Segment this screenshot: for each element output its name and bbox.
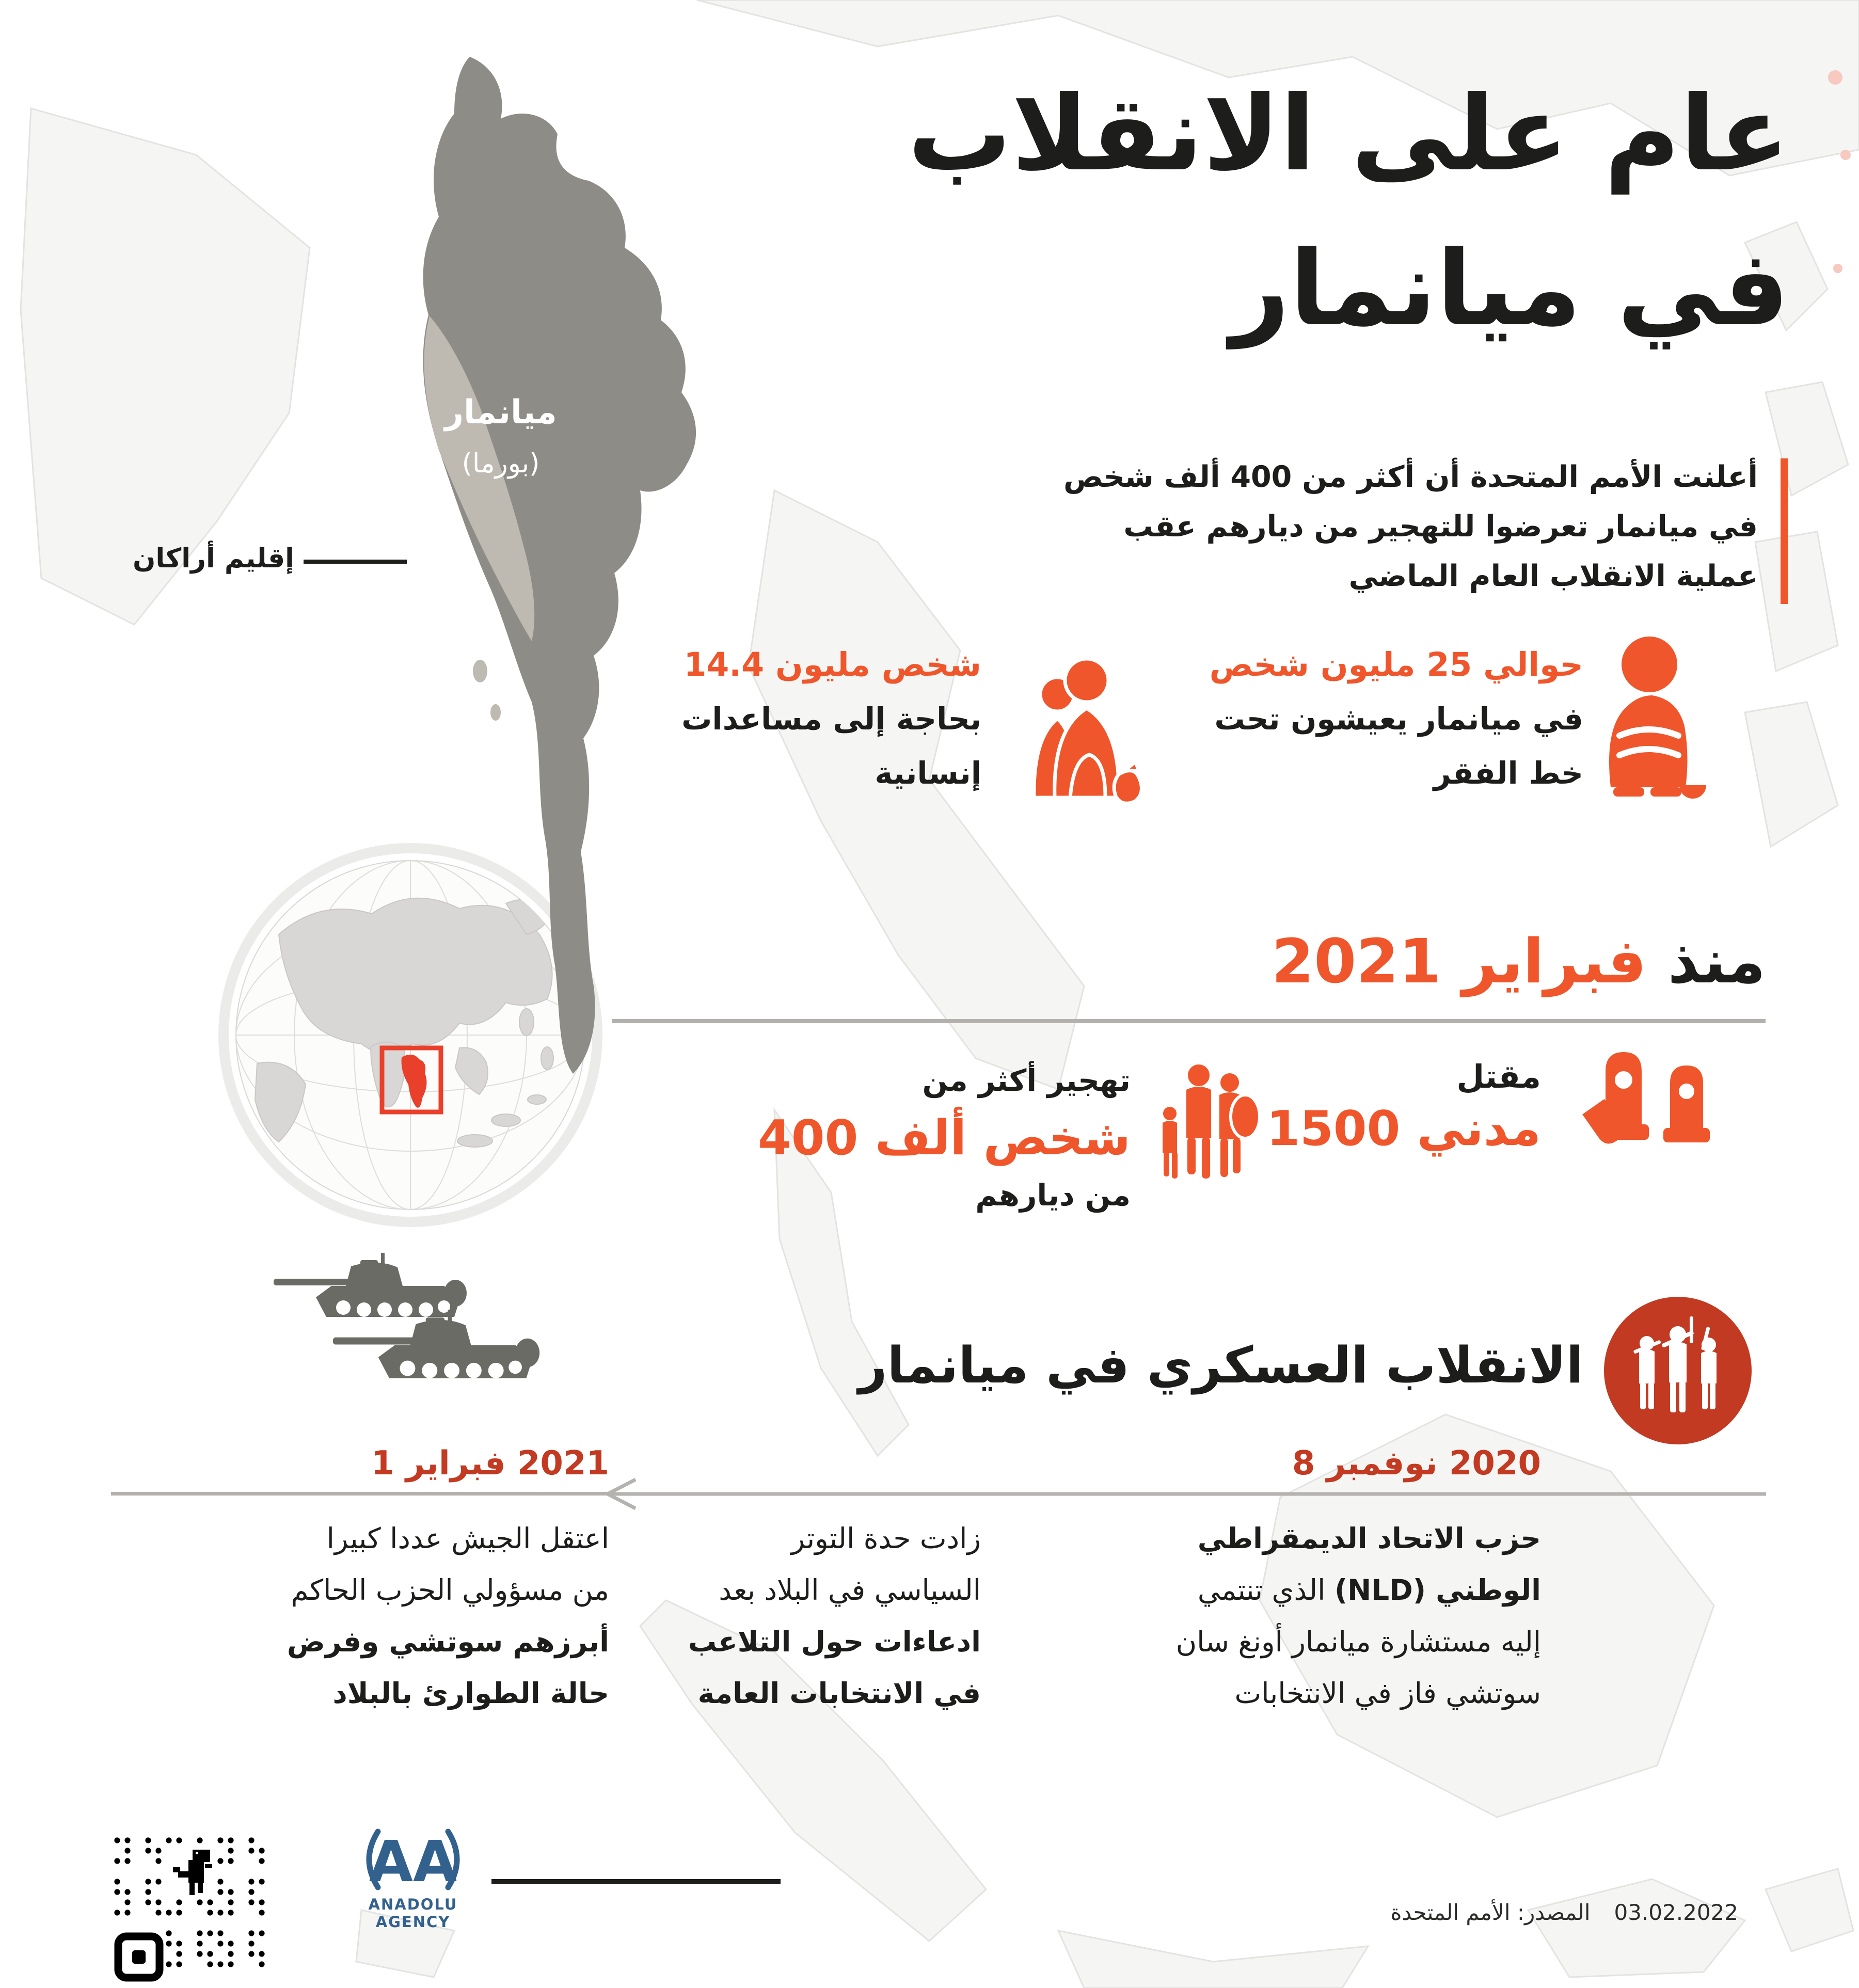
timeline-middle-line1: زادت حدة التوتر [791,1522,981,1555]
anadolu-agency-logo [351,1827,475,1895]
huddled-refugees-icon [1009,650,1149,816]
myanmar-map [299,46,723,1084]
stat-killed [1266,1053,1541,1156]
timeline-middle-line2: السياسي في البلاد بعد [719,1573,981,1607]
page-title [908,57,1789,367]
stat-poverty-headline: حوالي 25 مليون شخص [1209,646,1583,683]
sitting-poor-person-icon [1593,632,1711,808]
timeline-col-middle [688,1513,981,1719]
stat-displaced-line3: من ديارهم [975,1178,1131,1213]
soldiers-icon [1603,1296,1753,1445]
anadolu-agency-label: ANADOLU AGENCY [368,1896,458,1931]
since-heading-black: منذ [1667,926,1766,997]
intro-line: أعلنت الأمم المتحدة أن أكثر من 400 ألف شخص [1063,460,1758,494]
map-country-label: ميانمار [444,393,557,432]
intro-accent-bar [1781,458,1788,604]
bullets-icon [1575,1048,1735,1151]
page-title-line2: في ميانمار [1230,229,1789,349]
since-heading-orange: فبراير 2021 [1272,926,1647,997]
footer-rule [491,1879,781,1884]
stat-aid-headline: 14.4 مليون شخص [684,646,981,683]
timeline-col-left [287,1513,609,1719]
walking-family-icon [1151,1061,1270,1187]
coup-section-heading: الانقلاب العسكري في ميانمار [858,1336,1583,1394]
map-region-pointer-line [304,560,407,564]
qr-code [111,1835,268,1985]
tanks-icon [274,1252,563,1402]
timeline-middle-line4: في الانتخابات العامة [697,1677,981,1710]
timeline-right-line4: سوتشي فاز في الانتخابات [1234,1677,1541,1710]
timeline-right-line2 [1176,1564,1541,1616]
timeline-middle-line3: ادعاءات حول التلاعب [688,1625,981,1658]
section-divider [612,1019,1766,1023]
map-country-sublabel: (بورما) [462,448,540,479]
timeline-left-line2: من مسؤولي الحزب الحاكم [291,1573,609,1607]
timeline-right-line1: حزب الاتحاد الديمقراطي [1197,1522,1541,1555]
stat-killed-value: 1500 مدني [1266,1101,1541,1156]
timeline-left-line1: اعتقل الجيش عددا كبيرا [326,1522,609,1555]
timeline-right-line2-rest: الذي تنتمي [1197,1573,1326,1607]
timeline-left-divider [111,1492,609,1496]
footer-source-row [1391,1900,1739,1925]
timeline-left-line3: أبرزهم سوتشي وفرض [287,1625,609,1658]
stat-poverty-line3: خط الفقر [1433,755,1583,791]
map-region-label: إقليم أراكان [133,543,294,574]
stat-aid-line3: إنسانية [875,755,981,791]
svg-text:AA: AA [369,1828,457,1895]
stat-poverty [1210,638,1583,800]
timeline-date-nov2020: 8 نوفمبر 2020 [1292,1444,1541,1483]
page-title-line1: عام على الانقلاب [908,74,1789,194]
timeline-arrow [601,1475,1768,1513]
timeline-left-line4: حالة الطوارئ بالبلاد [332,1677,609,1710]
stat-poverty-line2: في ميانمار يعيشون تحت [1214,701,1583,737]
timeline-right-line3: إليه مستشارة ميانمار أونغ سان [1175,1625,1541,1658]
timeline-date-feb2021: 1 فبراير 2021 [371,1444,609,1483]
source-label: المصدر: الأمم المتحدة [1390,1900,1591,1925]
intro-line: في ميانمار تعرضوا للتهجير من ديارهم عقب [1123,510,1758,544]
since-heading [1272,926,1766,997]
stat-displaced-line1: تهجير أكثر من [922,1063,1131,1098]
intro-line: عملية الانقلاب العام الماضي [1348,559,1758,593]
publish-date: 03.02.2022 [1614,1900,1738,1925]
stat-aid-line2: بحاجة إلى مساعدات [681,701,981,737]
intro-paragraph [1063,452,1758,601]
timeline-col-right [1176,1513,1541,1719]
stat-displaced-value: 400 ألف شخص [758,1110,1131,1166]
stat-aid [681,638,981,800]
stat-displaced [758,1058,1131,1217]
timeline-right-line2-bold: الوطني (NLD) [1334,1573,1541,1607]
stat-killed-label: مقتل [1456,1058,1541,1095]
